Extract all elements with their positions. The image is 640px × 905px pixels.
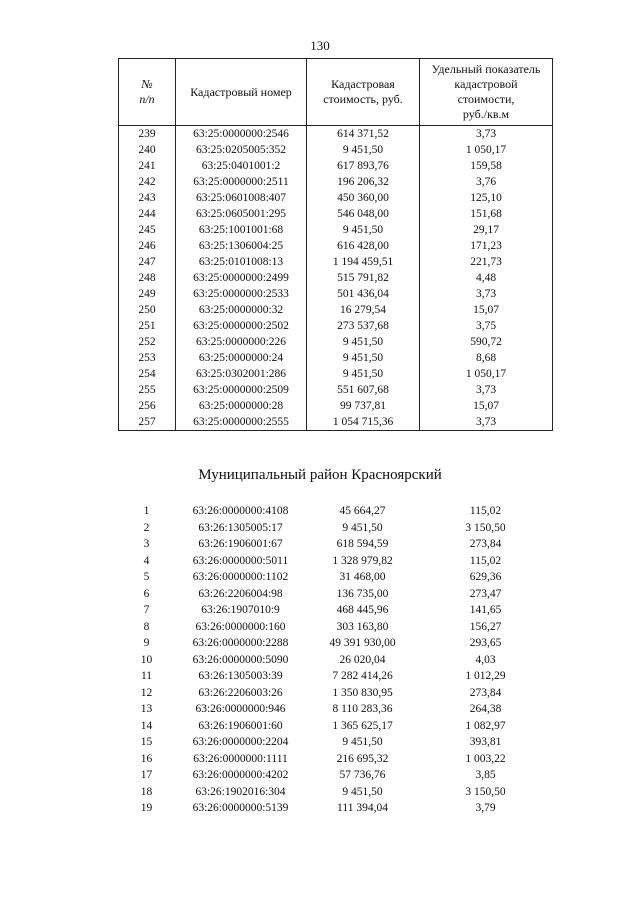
cadastral-number-cell: 63:25:0605001:295 — [176, 206, 307, 222]
table-header-row — [119, 59, 553, 126]
specific-indicator-cell: 3,73 — [420, 126, 553, 143]
specific-indicator-cell: 8,68 — [420, 350, 553, 366]
row-number-cell: 246 — [119, 238, 176, 254]
cadastral-number-cell: 63:26:0000000:1102 — [192, 571, 289, 583]
row-number-cell: 254 — [119, 366, 176, 382]
cadastral-number-cell: 63:25:1001001:68 — [176, 222, 307, 238]
row-number-cell: 8 — [143, 620, 150, 633]
cadastral-cost-cell: 16 279,54 — [307, 302, 420, 318]
table-row — [118, 635, 552, 652]
row-number-cell: 7 — [143, 604, 150, 616]
cadastral-cost-cell: 9 451,50 — [307, 334, 420, 350]
cadastral-cost-cell: 515 791,82 — [307, 270, 420, 286]
table-row — [119, 382, 553, 398]
cadastral-cost-cell: 216 695,32 — [336, 752, 389, 765]
cadastral-number-cell: 63:26:1906001:60 — [198, 719, 283, 732]
table-row — [118, 652, 552, 669]
cadastral-cost-cell: 618 594,59 — [336, 538, 389, 550]
cadastral-number-cell: 63:26:0000000:4108 — [192, 505, 289, 517]
cadastral-cost-cell: 9 451,50 — [307, 142, 420, 158]
specific-indicator-cell: 3,73 — [420, 382, 553, 398]
row-number-cell: 242 — [119, 174, 176, 190]
cadastral-cost-cell: 468 445,96 — [336, 604, 389, 616]
cadastral-number-cell: 63:25:0302001:286 — [176, 366, 307, 382]
cadastral-cost-cell: 501 436,04 — [307, 286, 420, 302]
row-number-cell: 18 — [140, 785, 153, 798]
header-cost-line1: Кадастровая — [331, 77, 395, 91]
specific-indicator-cell: 151,68 — [420, 206, 553, 222]
row-number-cell: 5 — [143, 571, 150, 583]
specific-indicator-cell: 3,85 — [475, 769, 496, 781]
cadastral-number-cell: 63:25:0000000:28 — [176, 398, 307, 414]
cadastral-number-cell: 63:25:0601008:407 — [176, 190, 307, 206]
specific-indicator-cell: 3,75 — [420, 318, 553, 334]
cadastral-table-bottom — [118, 503, 552, 817]
cadastral-cost-cell: 1 054 715,36 — [307, 414, 420, 431]
row-number-cell: 256 — [119, 398, 176, 414]
table-row — [118, 800, 552, 817]
cadastral-cost-cell: 303 163,80 — [336, 620, 389, 633]
row-number-cell: 3 — [143, 538, 150, 550]
cadastral-cost-cell: 616 428,00 — [307, 238, 420, 254]
specific-indicator-cell: 29,17 — [420, 222, 553, 238]
row-number-cell: 9 — [143, 637, 150, 649]
cadastral-cost-cell: 9 451,50 — [342, 521, 383, 534]
cadastral-cost-cell: 9 451,50 — [307, 222, 420, 238]
specific-indicator-cell: 3 150,50 — [465, 785, 506, 798]
cadastral-cost-cell: 1 365 625,17 — [332, 719, 393, 732]
specific-indicator-cell: 264,38 — [469, 703, 502, 715]
cadastral-cost-cell: 617 893,76 — [307, 158, 420, 174]
table-row — [119, 334, 553, 350]
specific-indicator-cell: 1 003,22 — [465, 752, 506, 765]
header-specific-line2: кадастровой — [454, 77, 518, 91]
table-row — [119, 414, 553, 431]
header-specific-line1: Удельный показатель — [431, 62, 541, 76]
cadastral-cost-cell: 9 451,50 — [342, 785, 383, 798]
specific-indicator-cell: 1 082,97 — [465, 719, 506, 732]
specific-indicator-cell: 1 050,17 — [420, 142, 553, 158]
header-specific-line3: стоимости, — [457, 92, 515, 106]
cadastral-cost-cell: 111 394,04 — [337, 802, 388, 814]
row-number-cell: 6 — [143, 587, 150, 600]
specific-indicator-cell: 1 012,29 — [465, 670, 506, 682]
cadastral-number-cell: 63:25:0101008:13 — [176, 254, 307, 270]
header-num-symbol: № — [141, 77, 153, 91]
table-row — [118, 767, 552, 784]
header-cadastral-number: Кадастровый номер — [176, 59, 307, 126]
cadastral-cost-cell: 45 664,27 — [339, 505, 386, 517]
row-number-cell: 243 — [119, 190, 176, 206]
cadastral-number-cell: 63:26:0000000:160 — [195, 620, 286, 633]
table-row — [119, 238, 553, 254]
page-number: 130 — [310, 38, 330, 53]
cadastral-cost-cell: 196 206,32 — [307, 174, 420, 190]
cadastral-cost-cell: 9 451,50 — [307, 350, 420, 366]
row-number-cell: 2 — [143, 521, 150, 534]
row-number-cell: 249 — [119, 286, 176, 302]
row-number-cell: 250 — [119, 302, 176, 318]
cadastral-number-cell: 63:26:1906001:67 — [198, 538, 283, 550]
table-row — [118, 619, 552, 636]
cadastral-number-cell: 63:26:0000000:5011 — [192, 554, 289, 567]
cadastral-number-cell: 63:25:0000000:32 — [176, 302, 307, 318]
specific-indicator-cell: 3,79 — [475, 802, 496, 814]
table-row — [118, 701, 552, 718]
table-row — [118, 668, 552, 685]
cadastral-number-cell: 63:25:0000000:226 — [176, 334, 307, 350]
cadastral-number-cell: 63:25:0000000:24 — [176, 350, 307, 366]
cadastral-cost-cell: 1 350 830,95 — [332, 686, 393, 699]
cadastral-cost-cell: 9 451,50 — [342, 736, 383, 748]
row-number-cell: 247 — [119, 254, 176, 270]
cadastral-number-cell: 63:25:0000000:2533 — [176, 286, 307, 302]
specific-indicator-cell: 273,84 — [469, 686, 502, 699]
cadastral-cost-cell: 26 020,04 — [339, 653, 386, 666]
specific-indicator-cell: 159,58 — [420, 158, 553, 174]
section-title: Муниципальный район Красноярский — [198, 467, 442, 483]
cadastral-number-cell: 63:26:0000000:2288 — [192, 637, 289, 649]
row-number-cell: 253 — [119, 350, 176, 366]
cadastral-number-cell: 63:26:0000000:1111 — [193, 752, 288, 765]
row-number-cell: 239 — [119, 126, 176, 143]
cadastral-number-cell: 63:25:0401001:2 — [176, 158, 307, 174]
specific-indicator-cell: 3,76 — [420, 174, 553, 190]
header-specific-indicator — [420, 59, 553, 126]
cadastral-number-cell: 63:26:2206004:98 — [198, 587, 283, 600]
row-number-cell: 13 — [140, 703, 153, 715]
specific-indicator-cell: 590,72 — [420, 334, 553, 350]
table-row — [119, 190, 553, 206]
table-row — [119, 142, 553, 158]
row-number-cell: 248 — [119, 270, 176, 286]
table-row — [119, 126, 553, 143]
cadastral-number-cell: 63:26:1902016:304 — [195, 785, 286, 798]
cadastral-number-cell: 63:26:0000000:4202 — [192, 769, 289, 781]
cadastral-cost-cell: 7 282 414,26 — [332, 670, 393, 682]
cadastral-cost-cell: 8 110 283,36 — [332, 703, 393, 715]
table-row — [119, 222, 553, 238]
header-row-number — [119, 59, 176, 126]
row-number-cell: 10 — [140, 653, 153, 666]
header-cadastral-cost — [307, 59, 420, 126]
table-row — [119, 270, 553, 286]
table-row — [118, 569, 552, 586]
cadastral-cost-cell: 99 737,81 — [307, 398, 420, 414]
table-row — [118, 520, 552, 537]
header-cost-line2: стоимость, руб. — [323, 92, 403, 106]
row-number-cell: 252 — [119, 334, 176, 350]
table-row — [118, 685, 552, 702]
specific-indicator-cell: 393,81 — [469, 736, 502, 748]
cadastral-cost-cell: 1 328 979,82 — [332, 554, 393, 567]
specific-indicator-cell: 4,03 — [475, 653, 496, 666]
table-row — [118, 602, 552, 619]
table-row — [119, 174, 553, 190]
row-number-cell: 241 — [119, 158, 176, 174]
cadastral-number-cell: 63:26:1305003:39 — [198, 670, 283, 682]
cadastral-number-cell: 63:25:0000000:2499 — [176, 270, 307, 286]
row-number-cell: 19 — [140, 802, 153, 814]
header-num-label: п/п — [139, 92, 155, 106]
cadastral-cost-cell: 1 194 459,51 — [307, 254, 420, 270]
cadastral-cost-cell: 546 048,00 — [307, 206, 420, 222]
specific-indicator-cell: 221,73 — [420, 254, 553, 270]
row-number-cell: 14 — [140, 719, 153, 732]
table-row — [119, 206, 553, 222]
specific-indicator-cell: 115,02 — [469, 554, 502, 567]
specific-indicator-cell: 171,23 — [420, 238, 553, 254]
cadastral-number-cell: 63:26:2206003:26 — [198, 686, 283, 699]
specific-indicator-cell: 4,48 — [420, 270, 553, 286]
specific-indicator-cell: 3,73 — [420, 286, 553, 302]
cadastral-cost-cell: 136 735,00 — [336, 587, 389, 600]
table-row — [119, 398, 553, 414]
table-row — [119, 318, 553, 334]
specific-indicator-cell: 3 150,50 — [465, 521, 506, 534]
cadastral-number-cell: 63:25:0000000:2546 — [176, 126, 307, 143]
table-row — [118, 784, 552, 801]
table-row — [118, 503, 552, 520]
specific-indicator-cell: 293,65 — [469, 637, 502, 649]
cadastral-cost-cell: 57 736,76 — [339, 769, 386, 781]
cadastral-cost-cell: 273 537,68 — [307, 318, 420, 334]
row-number-cell: 240 — [119, 142, 176, 158]
specific-indicator-cell: 3,73 — [420, 414, 553, 431]
specific-indicator-cell: 273,47 — [469, 587, 502, 600]
cadastral-cost-cell: 551 607,68 — [307, 382, 420, 398]
cadastral-number-cell: 63:25:0000000:2509 — [176, 382, 307, 398]
cadastral-number-cell: 63:26:1305005:17 — [198, 521, 283, 534]
row-number-cell: 244 — [119, 206, 176, 222]
specific-indicator-cell: 1 050,17 — [420, 366, 553, 382]
header-specific-line4: руб./кв.м — [462, 107, 510, 121]
row-number-cell: 11 — [140, 670, 153, 682]
specific-indicator-cell: 273,84 — [469, 538, 502, 550]
row-number-cell: 257 — [119, 414, 176, 431]
specific-indicator-cell: 115,02 — [469, 505, 502, 517]
table-row — [119, 302, 553, 318]
table-row — [118, 536, 552, 553]
cadastral-cost-cell: 450 360,00 — [307, 190, 420, 206]
cadastral-number-cell: 63:25:0205005:352 — [176, 142, 307, 158]
cadastral-number-cell: 63:25:0000000:2511 — [176, 174, 307, 190]
cadastral-number-cell: 63:25:0000000:2502 — [176, 318, 307, 334]
cadastral-cost-cell: 31 468,00 — [339, 571, 386, 583]
cadastral-table-top — [118, 58, 553, 431]
table-row — [119, 350, 553, 366]
cadastral-number-cell: 63:26:0000000:5090 — [192, 653, 289, 666]
specific-indicator-cell: 15,07 — [420, 398, 553, 414]
row-number-cell: 16 — [140, 752, 153, 765]
specific-indicator-cell: 125,10 — [420, 190, 553, 206]
table-row — [118, 751, 552, 768]
specific-indicator-cell: 15,07 — [420, 302, 553, 318]
cadastral-number-cell: 63:25:0000000:2555 — [176, 414, 307, 431]
table-body-top — [119, 126, 553, 431]
table-row — [118, 586, 552, 603]
cadastral-cost-cell: 49 391 930,00 — [329, 637, 396, 649]
cadastral-number-cell: 63:26:1907010:9 — [201, 604, 280, 616]
cadastral-number-cell: 63:26:0000000:5139 — [192, 802, 289, 814]
table-row — [119, 254, 553, 270]
specific-indicator-cell: 141,65 — [469, 604, 502, 616]
cadastral-cost-cell: 614 371,52 — [307, 126, 420, 143]
row-number-cell: 245 — [119, 222, 176, 238]
row-number-cell: 1 — [143, 505, 150, 517]
cadastral-number-cell: 63:26:0000000:946 — [195, 703, 286, 715]
cadastral-cost-cell: 9 451,50 — [307, 366, 420, 382]
table-row — [119, 366, 553, 382]
row-number-cell: 4 — [143, 554, 150, 567]
row-number-cell: 12 — [140, 686, 153, 699]
specific-indicator-cell: 156,27 — [469, 620, 502, 633]
table-row — [118, 553, 552, 570]
row-number-cell: 255 — [119, 382, 176, 398]
table-row — [119, 286, 553, 302]
specific-indicator-cell: 629,36 — [469, 571, 502, 583]
row-number-cell: 15 — [140, 736, 153, 748]
cadastral-number-cell: 63:26:0000000:2204 — [192, 736, 289, 748]
table-row — [118, 734, 552, 751]
table-body-bottom — [118, 503, 552, 817]
cadastral-number-cell: 63:25:1306004:25 — [176, 238, 307, 254]
table-row — [118, 718, 552, 735]
table-row — [119, 158, 553, 174]
row-number-cell: 251 — [119, 318, 176, 334]
row-number-cell: 17 — [140, 769, 153, 781]
